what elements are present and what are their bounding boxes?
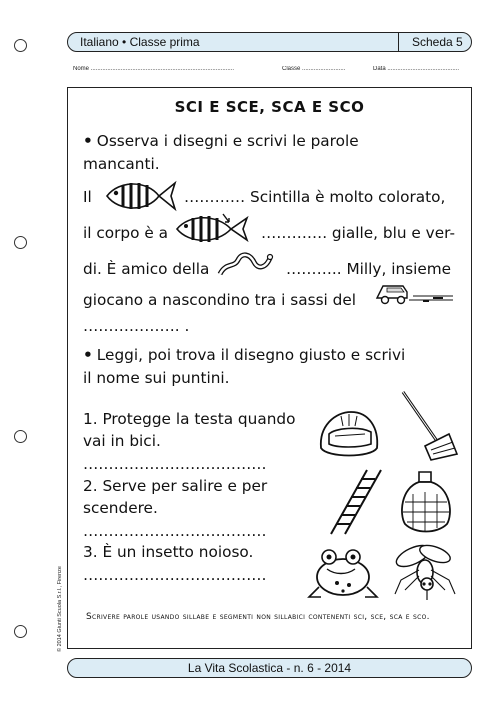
striped-fish-icon [173, 212, 253, 246]
flask-icon [395, 468, 457, 536]
exercise-1-instruction: • Osserva i disegni e scrivi le parole [83, 132, 359, 150]
truck-icon [373, 280, 457, 308]
header-bar [67, 32, 472, 52]
name-field[interactable]: Nome ...................................................................................... [73, 66, 235, 72]
binder-hole [14, 625, 27, 638]
worksheet-title: SCI E SCE, SCA E SCO [174, 98, 365, 116]
footer-bar [67, 658, 472, 678]
sentence-line-1a: Il [83, 188, 92, 206]
fish-icon [101, 177, 177, 215]
header-divider [398, 33, 399, 51]
question-2-line-1: 2. Serve per salire e per [83, 477, 268, 495]
answer-line-2[interactable]: ……………………………… [83, 522, 267, 540]
bullet-icon: • [83, 346, 93, 364]
ladder-icon [327, 468, 387, 536]
worksheet-box [67, 87, 472, 649]
sentence-line-4: giocano a nascondino tra i sassi del [83, 291, 357, 309]
subject-label: Italiano • Classe prima [80, 35, 200, 49]
sheet-number: Scheda 5 [412, 35, 463, 49]
bullet-icon: • [83, 132, 93, 150]
copyright-notice: © 2014 Giunti Scuola S.r.l., Firenze [57, 566, 63, 652]
question-1-line-1: 1. Protegge la testa quando [83, 410, 296, 428]
exercise-2-instruction: • Leggi, poi trova il disegno giusto e scrivi [83, 346, 406, 364]
class-field[interactable]: Classe .......................... [282, 66, 346, 72]
exercise-2-instruction-cont: il nome sui puntini. [83, 369, 230, 387]
date-field[interactable]: Data ........................................... [373, 66, 460, 72]
exercise-instruction-footnote: Scrivere parole usando sillabe e segmenti non sillabici contenenti sci, sce, sca e sco. [86, 612, 430, 622]
sentence-line-5: ………………. . [83, 317, 190, 335]
answer-line-3[interactable]: ……………………………… [83, 566, 267, 584]
sentence-line-1b: ………… Scintilla è molto colorato, [184, 188, 446, 206]
publication-info: La Vita Scolastica - n. 6 - 2014 [187, 661, 352, 675]
frog-icon [305, 543, 381, 601]
sentence-line-2a: il corpo è a [83, 224, 168, 242]
mosquito-icon [387, 540, 459, 602]
sentence-line-3a: di. È amico della [83, 260, 210, 278]
broom-icon [395, 388, 459, 464]
answer-line-1[interactable]: ……………………………… [83, 455, 267, 473]
snake-icon [216, 246, 276, 280]
sentence-line-2b: …………. gialle, blu e ver- [261, 224, 455, 242]
binder-hole [14, 236, 27, 249]
question-1-line-2: vai in bici. [83, 432, 161, 450]
binder-hole [14, 430, 27, 443]
exercise-1-instruction-cont: mancanti. [83, 155, 160, 173]
helmet-icon [315, 408, 383, 464]
sentence-line-3b: ……….. Milly, insieme [286, 260, 452, 278]
binder-hole [14, 39, 27, 52]
question-2-line-2: scendere. [83, 499, 158, 517]
question-3-line-1: 3. È un insetto noioso. [83, 543, 254, 561]
